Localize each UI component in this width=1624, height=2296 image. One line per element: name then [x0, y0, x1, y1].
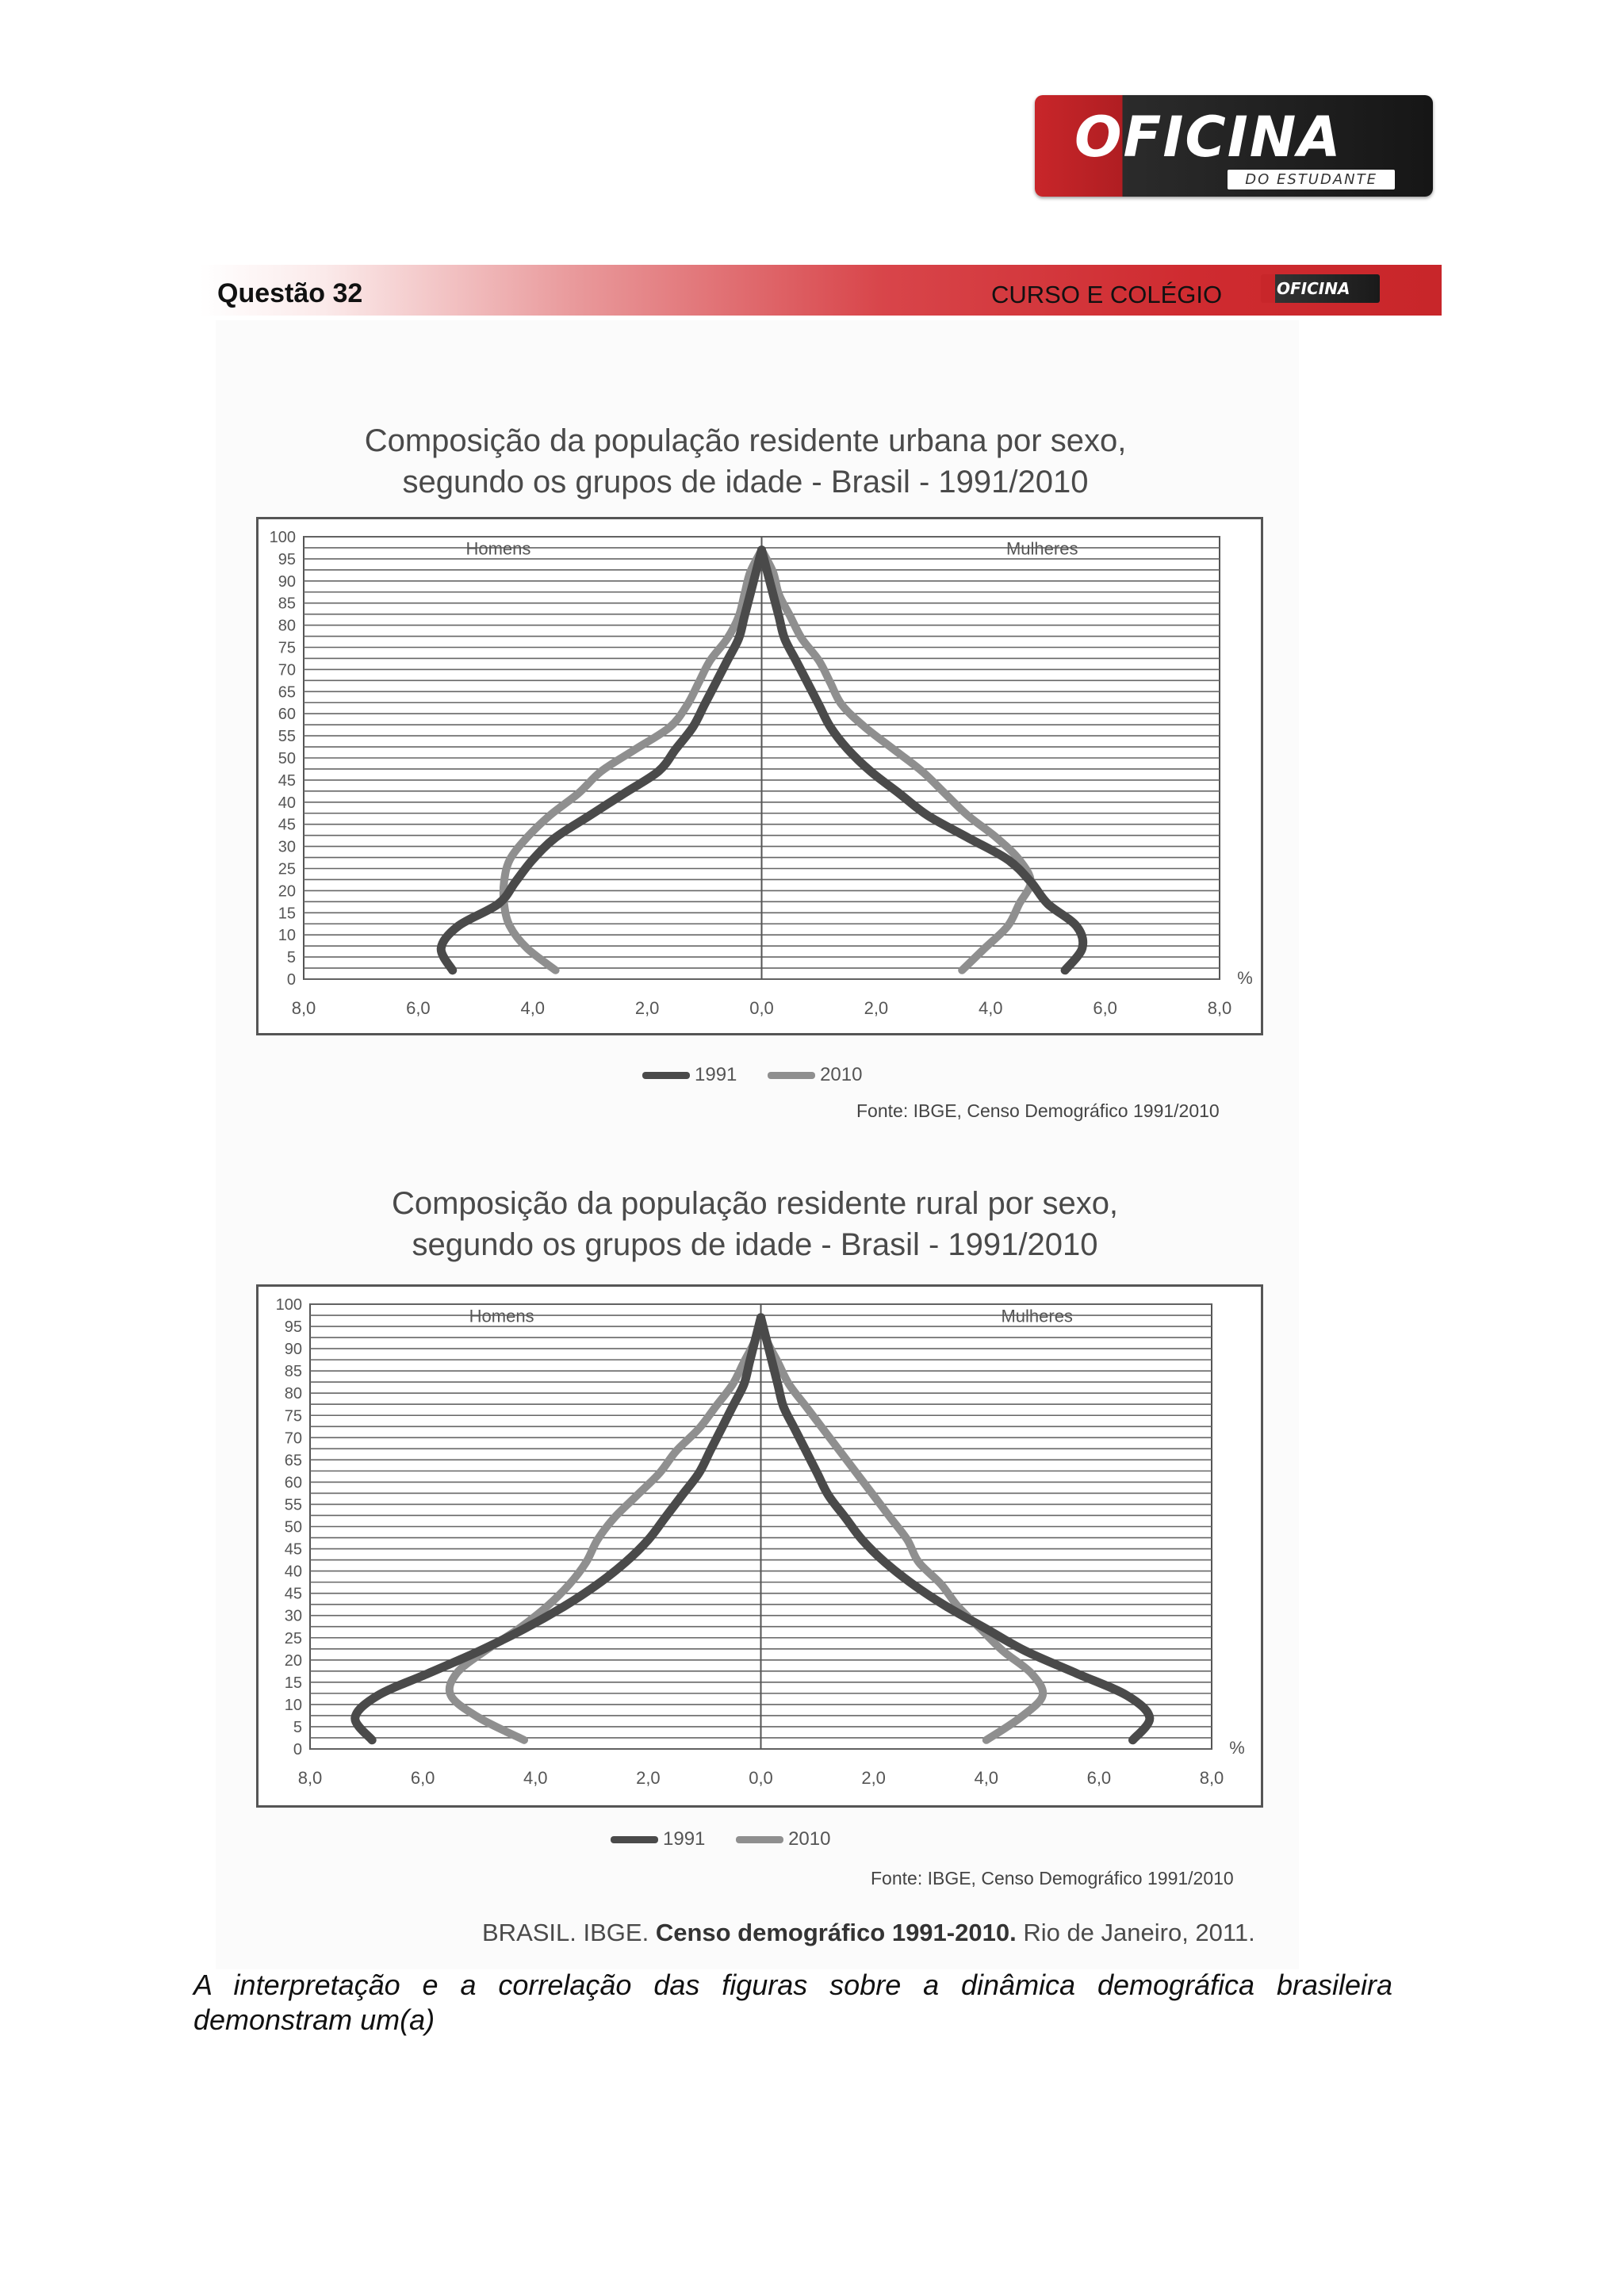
- y-tick-label: 0: [286, 971, 296, 989]
- x-tick-label: 4,0: [974, 1768, 999, 1788]
- question-number: Questão 32: [217, 278, 363, 308]
- chart-2-title-line1: Composição da população residente rural por sexo,: [391, 1186, 1119, 1221]
- legend-label: 1991: [663, 1828, 706, 1850]
- citation: [482, 1919, 1255, 1947]
- y-tick-label: 40: [278, 794, 296, 812]
- citation-prefix: BRASIL. IBGE.: [482, 1919, 649, 1946]
- y-tick-label: 90: [278, 572, 296, 591]
- chart-1-title-line1: Composição da população residente urbana por sexo,: [364, 423, 1127, 458]
- chart-2-title-line2: segundo os grupos de idade - Brasil - 1991/2010: [412, 1227, 1098, 1262]
- x-tick-label: 2,0: [634, 998, 660, 1018]
- y-tick-label: 45: [278, 771, 296, 790]
- y-tick-label: 20: [278, 882, 296, 901]
- legend-item-2010: [736, 1828, 830, 1850]
- y-tick-label: 85: [278, 595, 296, 613]
- x-tick-label: 8,0: [1207, 998, 1232, 1018]
- y-tick-label: 55: [284, 1496, 302, 1514]
- x-tick-label: 2,0: [864, 998, 889, 1018]
- legend-swatch-2010: [768, 1072, 815, 1079]
- y-tick-label: 45: [278, 816, 296, 834]
- x-tick-label: 4,0: [523, 1768, 548, 1788]
- y-tick-label: 65: [284, 1452, 302, 1470]
- oficina-logo: [1035, 95, 1433, 197]
- question-text: A interpretação e a correlação das figuras sobre a dinâmica demográfica brasileira demonstram um(a): [193, 1969, 1392, 2036]
- citation-title: Censo demográfico 1991-2010.: [655, 1919, 1017, 1946]
- y-tick-label: 70: [278, 661, 296, 679]
- citation-suffix: Rio de Janeiro, 2011.: [1023, 1919, 1255, 1946]
- y-tick-label: 30: [284, 1607, 302, 1625]
- school-label: CURSO E COLÉGIO: [991, 281, 1223, 308]
- y-tick-label: 10: [278, 927, 296, 945]
- y-tick-label: 30: [278, 838, 296, 856]
- y-tick-label: 80: [278, 617, 296, 635]
- y-tick-label: 5: [286, 949, 296, 967]
- y-tick-label: 80: [284, 1385, 302, 1403]
- y-tick-label: 45: [284, 1540, 302, 1559]
- y-tick-label: 85: [284, 1363, 302, 1381]
- chart-2-legend: [611, 1828, 856, 1850]
- legend-label: 2010: [788, 1828, 831, 1850]
- y-tick-label: 70: [284, 1429, 302, 1448]
- y-tick-label: 95: [284, 1318, 302, 1337]
- y-tick-label: 65: [278, 683, 296, 702]
- legend-item-2010: [768, 1064, 862, 1086]
- question-header: [200, 265, 1442, 316]
- chart-2-title: [0, 1183, 1567, 1265]
- x-tick-label: 0,0: [749, 998, 774, 1018]
- chart-1-legend: [642, 1064, 887, 1086]
- y-tick-label: 40: [284, 1563, 302, 1581]
- chart-2-source: Fonte: IBGE, Censo Demográfico 1991/2010: [871, 1868, 1234, 1888]
- y-tick-label: 90: [284, 1341, 302, 1359]
- legend-item-1991: [642, 1064, 737, 1086]
- y-tick-label: 20: [284, 1651, 302, 1670]
- y-tick-label: 25: [278, 860, 296, 878]
- x-tick-label: 6,0: [406, 998, 431, 1018]
- y-tick-label: 15: [278, 905, 296, 923]
- legend-item-1991: [611, 1828, 705, 1850]
- y-tick-label: 75: [284, 1407, 302, 1425]
- legend-label: 1991: [695, 1064, 737, 1085]
- legend-swatch-1991: [642, 1072, 690, 1079]
- x-tick-label: 8,0: [291, 998, 316, 1018]
- y-tick-label: 55: [278, 728, 296, 746]
- x-tick-label: 0,0: [749, 1768, 773, 1788]
- x-tick-label: 8,0: [1199, 1768, 1224, 1788]
- y-tick-label: 50: [278, 750, 296, 767]
- y-tick-label: 50: [284, 1518, 302, 1536]
- x-tick-label: 4,0: [520, 998, 546, 1018]
- y-tick-label: 10: [284, 1696, 302, 1714]
- chart-1-frame: [256, 517, 1263, 1035]
- chart-1-title-line2: segundo os grupos de idade - Brasil - 1991/2010: [402, 465, 1089, 499]
- right-side-label: Mulheres: [1001, 1306, 1073, 1326]
- y-tick-label: 60: [284, 1474, 302, 1492]
- legend-swatch-2010: [736, 1836, 783, 1843]
- y-tick-label: 25: [284, 1629, 302, 1647]
- y-tick-label: 0: [293, 1741, 302, 1758]
- chart-1-title: [0, 420, 1557, 503]
- y-tick-label: 45: [284, 1585, 302, 1603]
- mini-logo: OFICINA: [1261, 274, 1380, 303]
- y-tick-label: 100: [269, 529, 296, 546]
- chart-1-svg: [259, 519, 1261, 1033]
- right-side-label: Mulheres: [1005, 538, 1078, 559]
- y-tick-label: 5: [293, 1718, 302, 1736]
- legend-swatch-1991: [611, 1836, 658, 1843]
- y-tick-label: 95: [278, 550, 296, 568]
- y-tick-label: 60: [278, 706, 296, 724]
- x-tick-label: 6,0: [410, 1768, 435, 1788]
- x-tick-label: 4,0: [978, 998, 1003, 1018]
- x-tick-label: 2,0: [861, 1768, 886, 1788]
- chart-2-svg: [259, 1287, 1261, 1805]
- chart-2-frame: [256, 1284, 1263, 1808]
- logo-tagline: DO ESTUDANTE: [1228, 170, 1395, 189]
- x-tick-label: 6,0: [1086, 1768, 1112, 1788]
- y-tick-label: 100: [275, 1296, 302, 1314]
- left-side-label: Homens: [469, 1306, 534, 1326]
- x-tick-label: 6,0: [1093, 998, 1117, 1018]
- logo-brand: OFICINA: [1074, 105, 1342, 170]
- legend-label: 2010: [820, 1064, 863, 1085]
- x-tick-label: 2,0: [636, 1768, 661, 1788]
- y-tick-label: 15: [284, 1674, 302, 1692]
- y-tick-label: 75: [278, 639, 296, 657]
- x-tick-label: 8,0: [297, 1768, 323, 1788]
- left-side-label: Homens: [465, 538, 531, 559]
- x-unit-label: %: [1237, 968, 1253, 988]
- x-unit-label: %: [1229, 1738, 1245, 1758]
- chart-1-source: Fonte: IBGE, Censo Demográfico 1991/2010: [856, 1100, 1220, 1121]
